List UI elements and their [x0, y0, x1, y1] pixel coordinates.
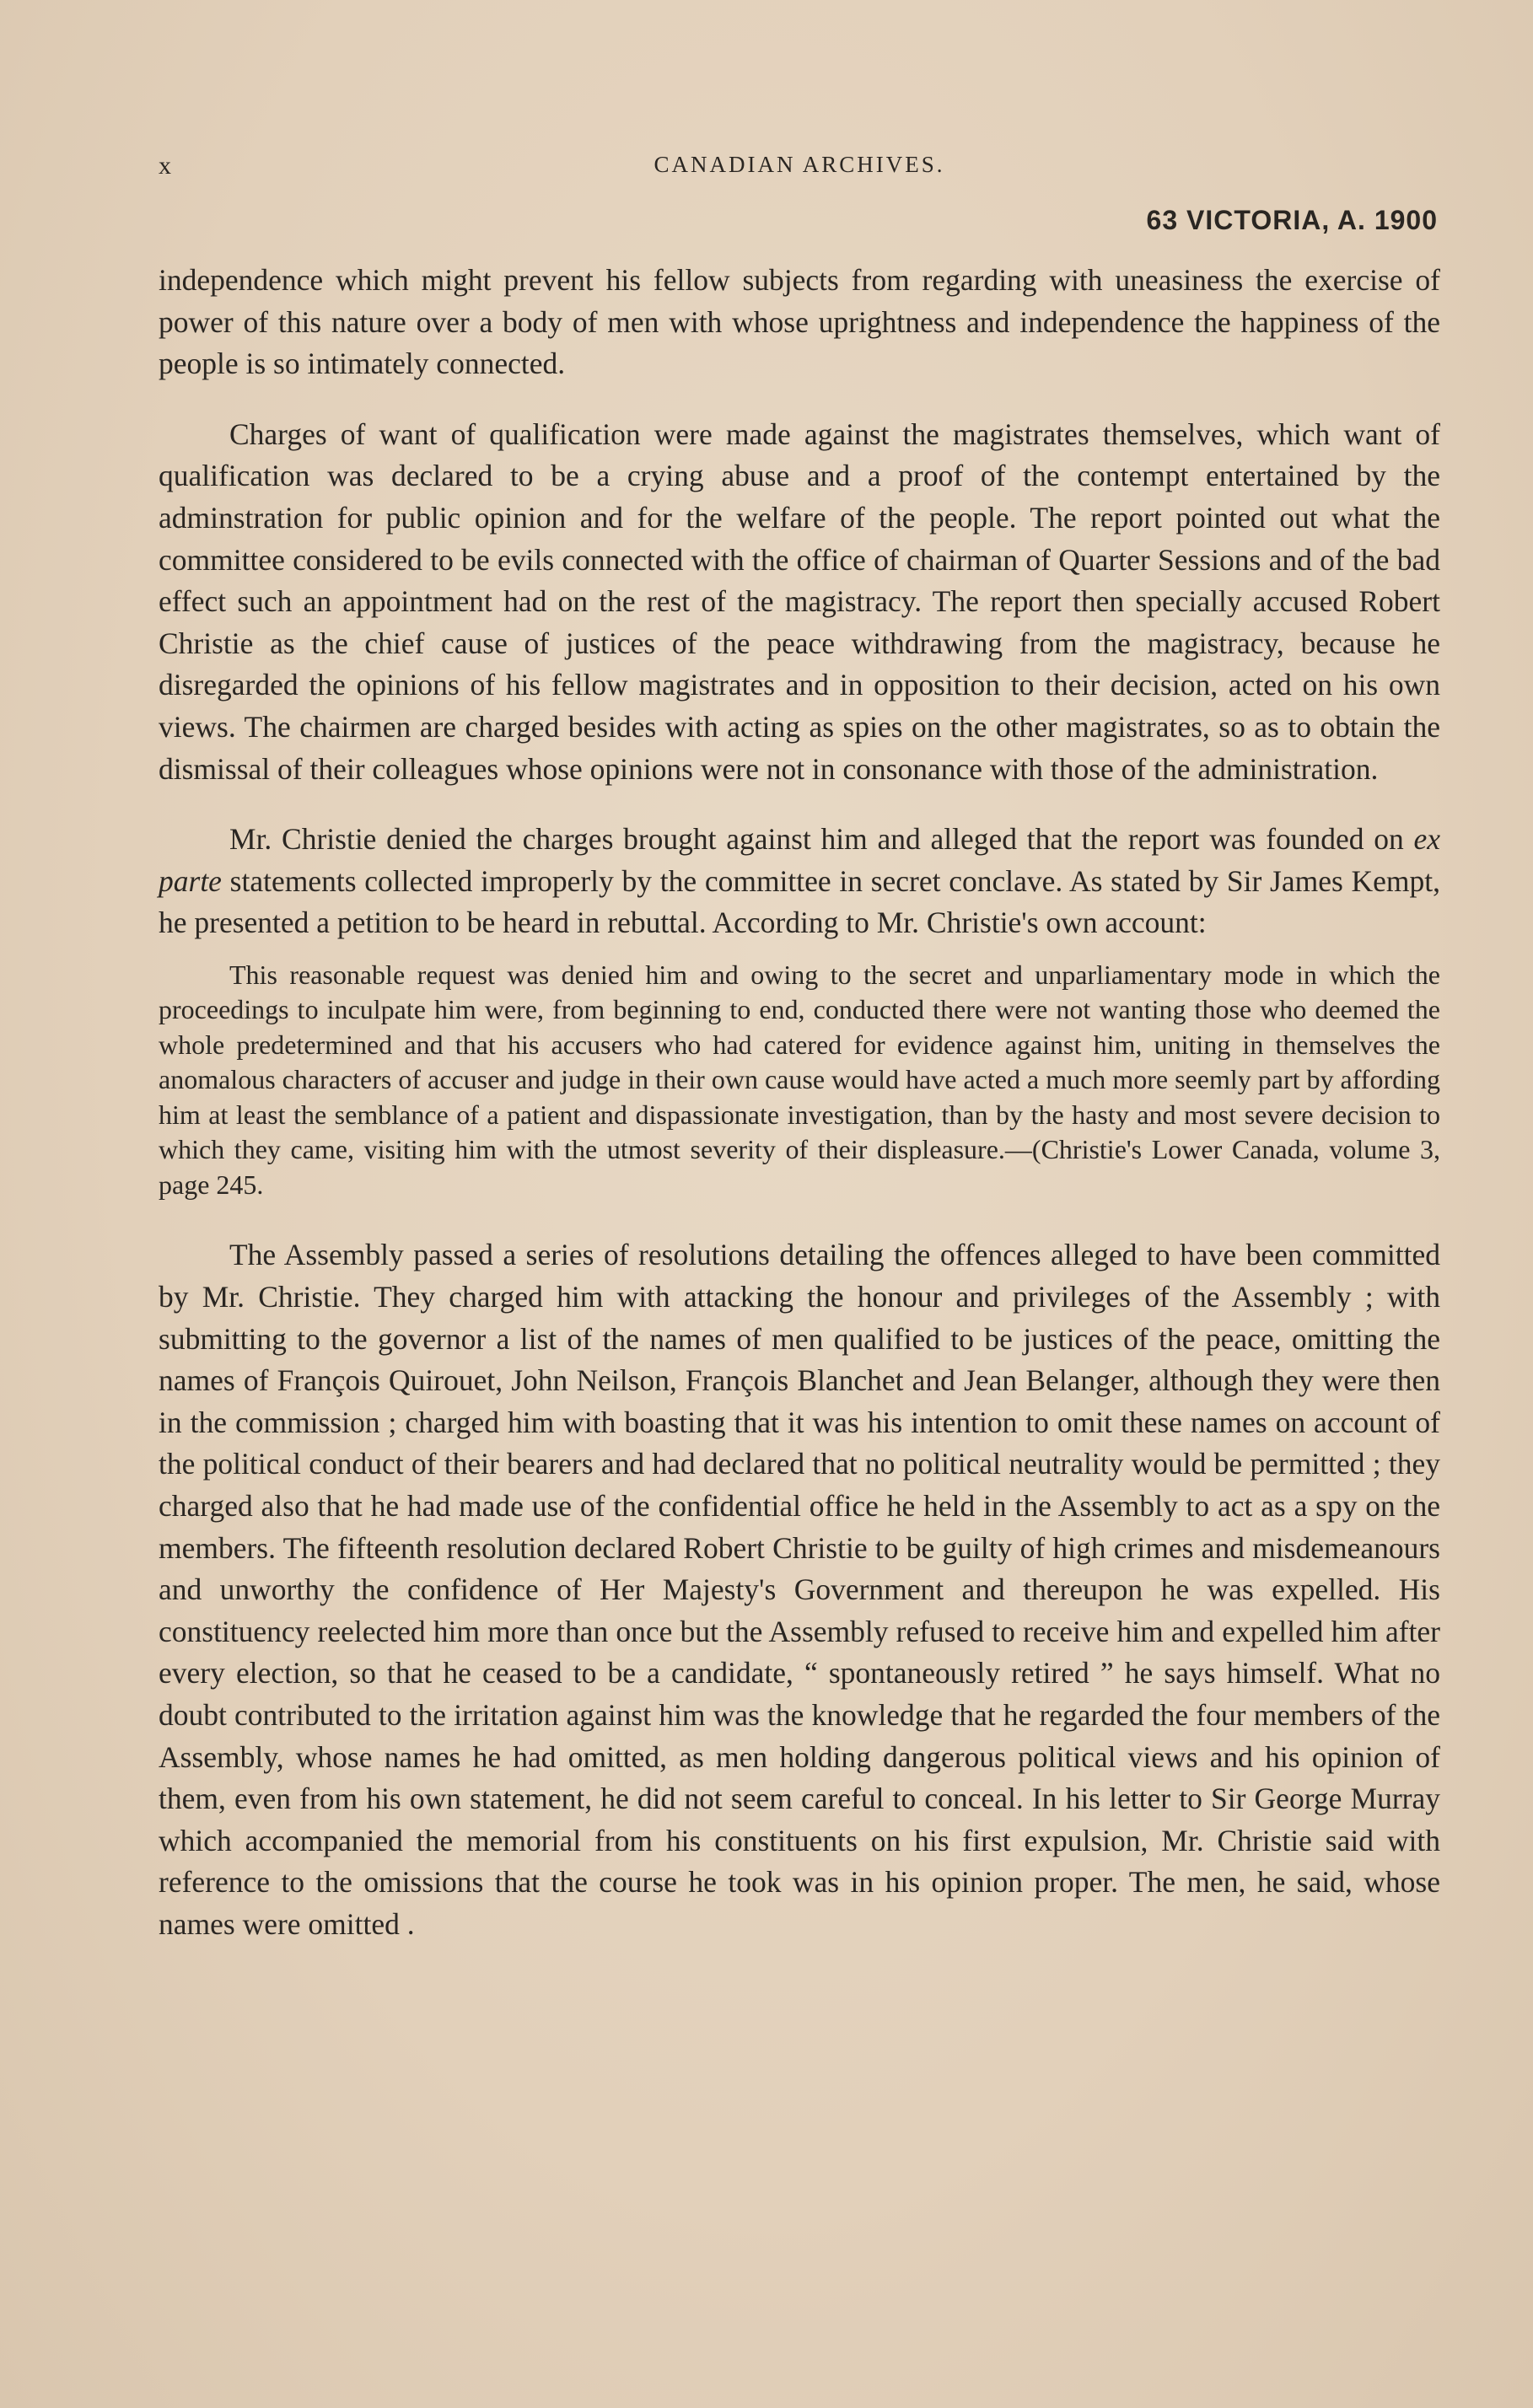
running-title: CANADIAN ARCHIVES.	[654, 152, 945, 177]
body-text	[159, 260, 1440, 1946]
paragraph-continuation: independence which might prevent his fellow subjects from regarding with uneasiness the exercise of power of this nature over a body of men with whose uprightness and independence the happiness of the people is so intimately connected.	[159, 263, 1440, 381]
italic-term: ex parte	[159, 822, 1440, 898]
paragraph-text: Mr. Christie denied the charges brought against him and alleged that the report was founded on	[229, 822, 1414, 857]
running-header	[159, 152, 1440, 185]
page-number: x	[159, 152, 172, 180]
block-quote: This reasonable request was denied him and owing to the secret and unparliamentary mode in which the proceedings to inculpate him were, from beginning to end, conducted there were not wanting those who deemed the whole predetermined and that his accusers who had catered for evidence against him, uniting in themselves the anomalous characters of accuser and judge in their own cause would have acted a much more seemly part by affording him at least the semblance of a patient and dispassionate investigation, than by the hasty and most severe decision to which they came, visiting him with the utmost severity of their displeasure.—(Christie's Lower Canada, volume 3, page 245.	[159, 959, 1440, 1200]
paragraph-assembly-resolutions: The Assembly passed a series of resolutions detailing the offences alleged to have been committed by Mr. Christie. They charged him with attacking the honour and privileges of the Assembly ; with submitting to the governor a list of the names of men qualified to be justices of the peace, omitting the names of François Quirouet, John Neilson, François Blanchet and Jean Belanger, although they were then in the commission ; charged him with boasting that it was his intention to omit these names on account of the political conduct of their bearers and had declared that no political neutrality would be permitted ; they charged also that he had made use of the confidential office he held in the Assembly to act as a spy on the members. The fifteenth resolution declared Robert Christie to be guilty of high crimes and misdemeanours and unworthy the confidence of Her Majesty's Government and thereupon he was expelled. His constituency reelected him more than once but the Assembly refused to receive him and expelled him after every election, so that he ceased to be a candidate, “ spontaneously retired ” he says himself. What no doubt contributed to the irritation against him was the knowledge that he regarded the four members of the Assembly, whose names he had omitted, as men holding dangerous political views and his opinion of them, even from his own statement, he did not seem careful to conceal. In his letter to Sir George Murray which accompanied the memorial from his constituents on his first expulsion, Mr. Christie said with reference to the omissions that the course he took was in his opinion proper. The men, he said, whose names were omitted .	[159, 1238, 1440, 1941]
paragraph-text: statements collected improperly by the committee in secret conclave. As stated by Sir James Kempt, he presented a petition to be heard in rebuttal. According to Mr. Christie's own account:	[159, 863, 1440, 940]
paragraph-christie-denial	[159, 819, 1440, 944]
paragraph-charges: Charges of want of qualification were made against the magistrates themselves, which want of qualification was declared to be a crying abuse and a proof of the contempt entertained by the adminstration for public opinion and for the welfare of the people. The report pointed out what the committee considered to be evils connected with the office of chairman of Quarter Sessions and of the bad effect such an appointment had on the rest of the magistracy. The report then specially accused Robert Christie as the chief cause of justices of the peace withdrawing from the magistracy, because he disregarded the opinions of his fellow magistrates and in opposition to their decision, acted on his own views. The chairmen are charged besides with acting as spies on the other magistrates, so as to obtain the dismissal of their colleagues whose opinions were not in consonance with those of the administration.	[159, 417, 1440, 786]
session-label: 63 VICTORIA, A. 1900	[1146, 205, 1438, 235]
